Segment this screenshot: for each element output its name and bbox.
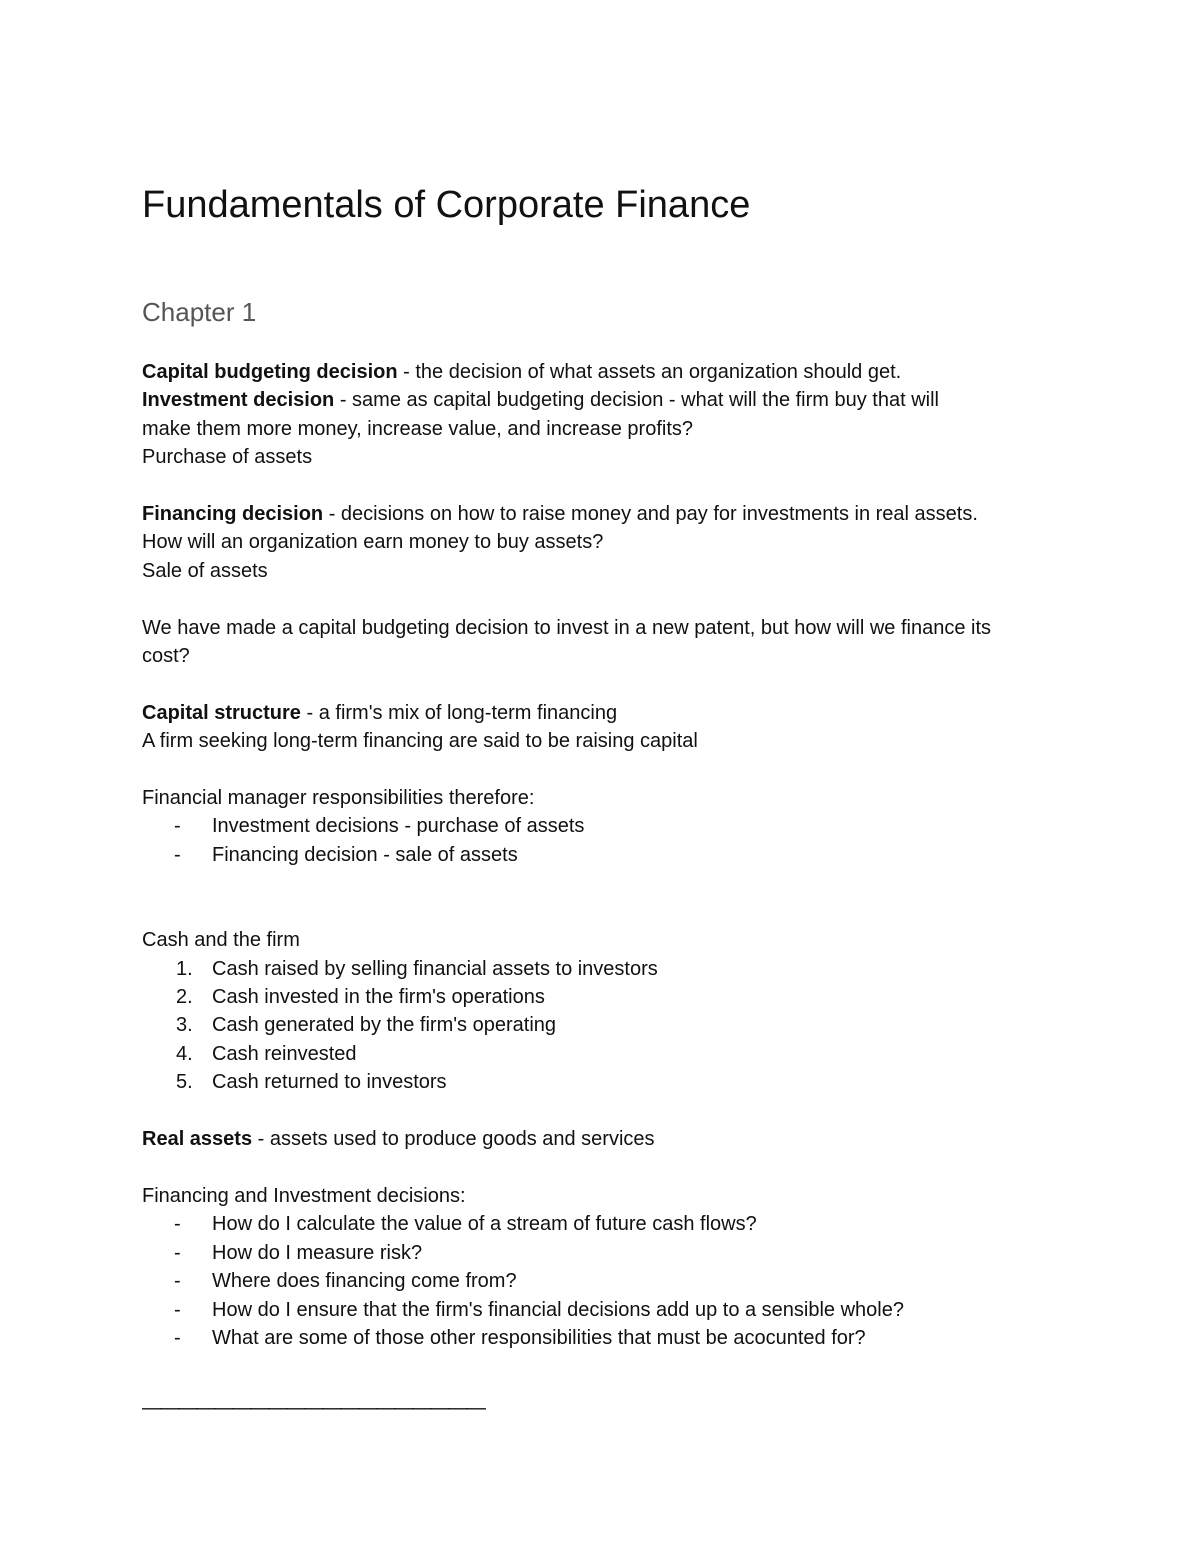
list-item: 5. Cash returned to investors	[142, 1068, 1072, 1096]
term-capital-budgeting: Capital budgeting decision	[142, 361, 398, 383]
real-assets-paragraph	[142, 1125, 1072, 1153]
definition-capital-structure: - a firm's mix of long-term financing	[300, 701, 618, 724]
dash-marker: -	[174, 1298, 181, 1321]
number-marker: 3.	[176, 1014, 193, 1037]
number-marker: 1.	[176, 957, 193, 980]
term-capital-structure: Capital structure	[142, 701, 301, 724]
responsibilities-heading: Financial manager responsibilities therefore:	[142, 787, 535, 810]
list-item: 4. Cash reinvested	[142, 1040, 1072, 1068]
financing-line-3: Sale of assets	[142, 559, 268, 582]
list-item: - Where does financing come from?	[142, 1267, 1072, 1295]
capital-structure-line-2: A firm seeking long-term financing are said to be raising capital	[142, 730, 698, 753]
investment-paragraph	[142, 386, 1072, 414]
list-item: - How do I calculate the value of a stream of future cash flows?	[142, 1210, 1072, 1238]
cash-and-firm-list	[142, 955, 1072, 1097]
capital-budgeting-paragraph	[142, 358, 1072, 386]
fin-inv-heading: Financing and Investment decisions:	[142, 1184, 466, 1207]
term-real-assets: Real assets	[142, 1128, 253, 1151]
list-item: - Financing decision - sale of assets	[142, 841, 1072, 869]
financing-paragraph	[142, 500, 1072, 528]
term-investment: Investment decision	[142, 389, 335, 412]
document-title: Fundamentals of Corporate Finance	[142, 184, 751, 226]
investment-line-2: make them more money, increase value, and increase profits?	[142, 417, 694, 440]
dash-marker: -	[174, 815, 181, 838]
dash-marker: -	[174, 843, 181, 866]
example-line-1: We have made a capital budgeting decision to invest in a new patent, but how will we finance its	[142, 616, 992, 639]
number-marker: 5.	[176, 1071, 193, 1094]
chapter-heading: Chapter 1	[142, 297, 257, 327]
definition-financing: - decisions on how to raise money and pay for investments in real assets.	[323, 503, 978, 526]
dash-marker: -	[174, 1326, 181, 1349]
cash-and-firm-heading: Cash and the firm	[142, 929, 300, 952]
dash-marker: -	[174, 1213, 181, 1236]
dash-marker: -	[174, 1241, 181, 1264]
definition-real-assets: - assets used to produce goods and services	[252, 1128, 655, 1151]
list-item: 3. Cash generated by the firm's operating	[142, 1011, 1072, 1039]
responsibilities-list	[142, 812, 1072, 869]
number-marker: 4.	[176, 1042, 193, 1065]
definition-capital-budgeting: - the decision of what assets an organization should get.	[397, 361, 902, 383]
list-item: 1. Cash raised by selling financial assets to investors	[142, 955, 1072, 983]
capital-structure-paragraph	[142, 699, 1072, 727]
definition-investment: - same as capital budgeting decision - what will the firm buy that will	[334, 389, 939, 412]
fin-inv-list	[142, 1210, 1072, 1352]
example-line-2: cost?	[142, 645, 190, 668]
list-item: - Investment decisions - purchase of assets	[142, 812, 1072, 840]
list-item: - How do I measure risk?	[142, 1239, 1072, 1267]
list-item: - What are some of those other responsibilities that must be acocunted for?	[142, 1324, 1072, 1352]
financing-line-2: How will an organization earn money to buy assets?	[142, 531, 604, 554]
list-item: 2. Cash invested in the firm's operations	[142, 983, 1072, 1011]
number-marker: 2.	[176, 986, 193, 1009]
document-body	[142, 358, 1072, 1352]
section-separator: ———————————————————	[142, 1397, 484, 1419]
term-financing: Financing decision	[142, 503, 324, 526]
dash-marker: -	[174, 1270, 181, 1293]
list-item: - How do I ensure that the firm's financial decisions add up to a sensible whole?	[142, 1296, 1072, 1324]
investment-line-3: Purchase of assets	[142, 446, 313, 469]
